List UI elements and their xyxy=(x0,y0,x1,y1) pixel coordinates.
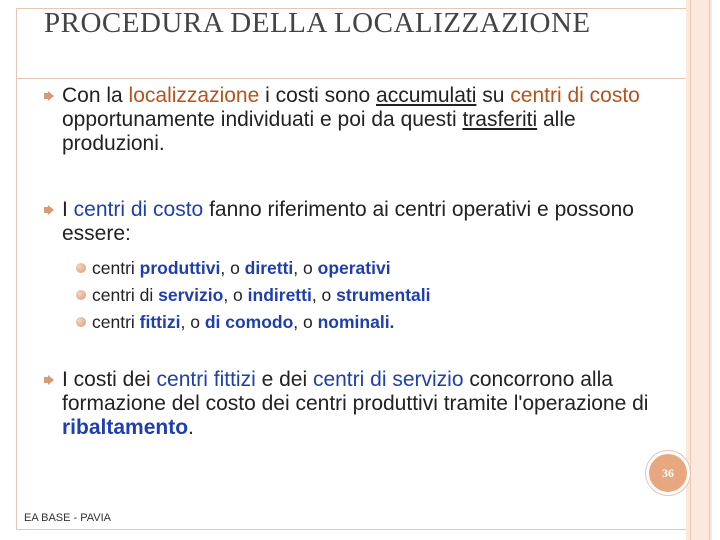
dot-bullet-icon xyxy=(76,290,86,300)
highlight-term: fittizi xyxy=(139,312,181,332)
text-segment: e dei xyxy=(255,368,313,391)
dot-bullet-icon xyxy=(76,263,86,273)
highlight-term: diretti xyxy=(244,258,294,278)
page-number-badge: 36 xyxy=(646,451,690,495)
bullet-text xyxy=(62,198,634,245)
text-segment: opportunamente individuati e poi da questi xyxy=(62,108,463,131)
highlight-centri-fittizi: centri fittizi xyxy=(156,368,256,391)
underline-trasferiti: trasferiti xyxy=(462,108,538,131)
highlight-term: servizio xyxy=(158,285,224,305)
slide-title: PROCEDURA DELLA LOCALIZZAZIONE xyxy=(44,7,591,39)
sub-bullet-produttivi xyxy=(76,258,391,278)
text-segment: centri di xyxy=(92,285,159,305)
highlight-centri-di-costo: centri di costo xyxy=(73,198,204,221)
text-segment: , o xyxy=(220,258,245,278)
bullet-text xyxy=(62,368,648,439)
text-segment: Con la xyxy=(62,84,129,107)
shape-bullet-icon xyxy=(44,205,54,215)
highlight-term: indiretti xyxy=(247,285,312,305)
highlight-centri-di-costo: centri di costo xyxy=(510,84,640,107)
bullet-localizzazione xyxy=(44,84,684,156)
bullet-ribaltamento xyxy=(44,368,684,440)
text-segment: , o xyxy=(180,312,205,332)
dot-bullet-icon xyxy=(76,317,86,327)
highlight-term: operativi xyxy=(317,258,391,278)
bullet-centri-di-costo xyxy=(44,198,684,246)
highlight-term: produttivi xyxy=(139,258,221,278)
text-segment: I xyxy=(62,198,74,221)
sub-bullet-fittizi xyxy=(76,312,394,332)
shape-bullet-icon xyxy=(44,375,54,385)
text-segment: , o xyxy=(293,258,318,278)
text-segment: I costi dei xyxy=(62,368,157,391)
title-divider xyxy=(16,78,686,79)
text-segment: fanno riferimento ai centri operativi e possono essere: xyxy=(62,198,634,245)
highlight-term: di comodo xyxy=(204,312,294,332)
sub-bullet-servizio xyxy=(76,285,430,305)
bullet-text xyxy=(62,84,640,155)
text-segment: , o xyxy=(311,285,337,305)
text-segment: i costi sono xyxy=(259,84,377,107)
text-segment: . xyxy=(188,416,194,439)
shape-bullet-icon xyxy=(44,91,54,101)
footer-label: EA BASE - PAVIA xyxy=(24,512,112,524)
text-segment: , o xyxy=(293,312,318,332)
underline-accumulati: accumulati xyxy=(376,84,477,107)
rail-line xyxy=(709,0,710,540)
text-segment: centri xyxy=(92,258,140,278)
text-segment: su xyxy=(476,84,511,107)
highlight-ribaltamento: ribaltamento xyxy=(62,416,189,439)
text-segment: alle produzioni. xyxy=(62,108,576,155)
rail-line xyxy=(690,0,691,540)
highlight-term: nominali. xyxy=(317,312,395,332)
text-segment: , o xyxy=(223,285,248,305)
highlight-centri-di-servizio: centri di servizio xyxy=(312,368,464,391)
highlight-localizzazione: localizzazione xyxy=(128,84,260,107)
highlight-term: strumentali xyxy=(336,285,431,305)
text-segment: centri xyxy=(92,312,140,332)
text-segment: concorrono alla formazione del costo dei centri produttivi tramite l'operazione di xyxy=(62,368,649,415)
